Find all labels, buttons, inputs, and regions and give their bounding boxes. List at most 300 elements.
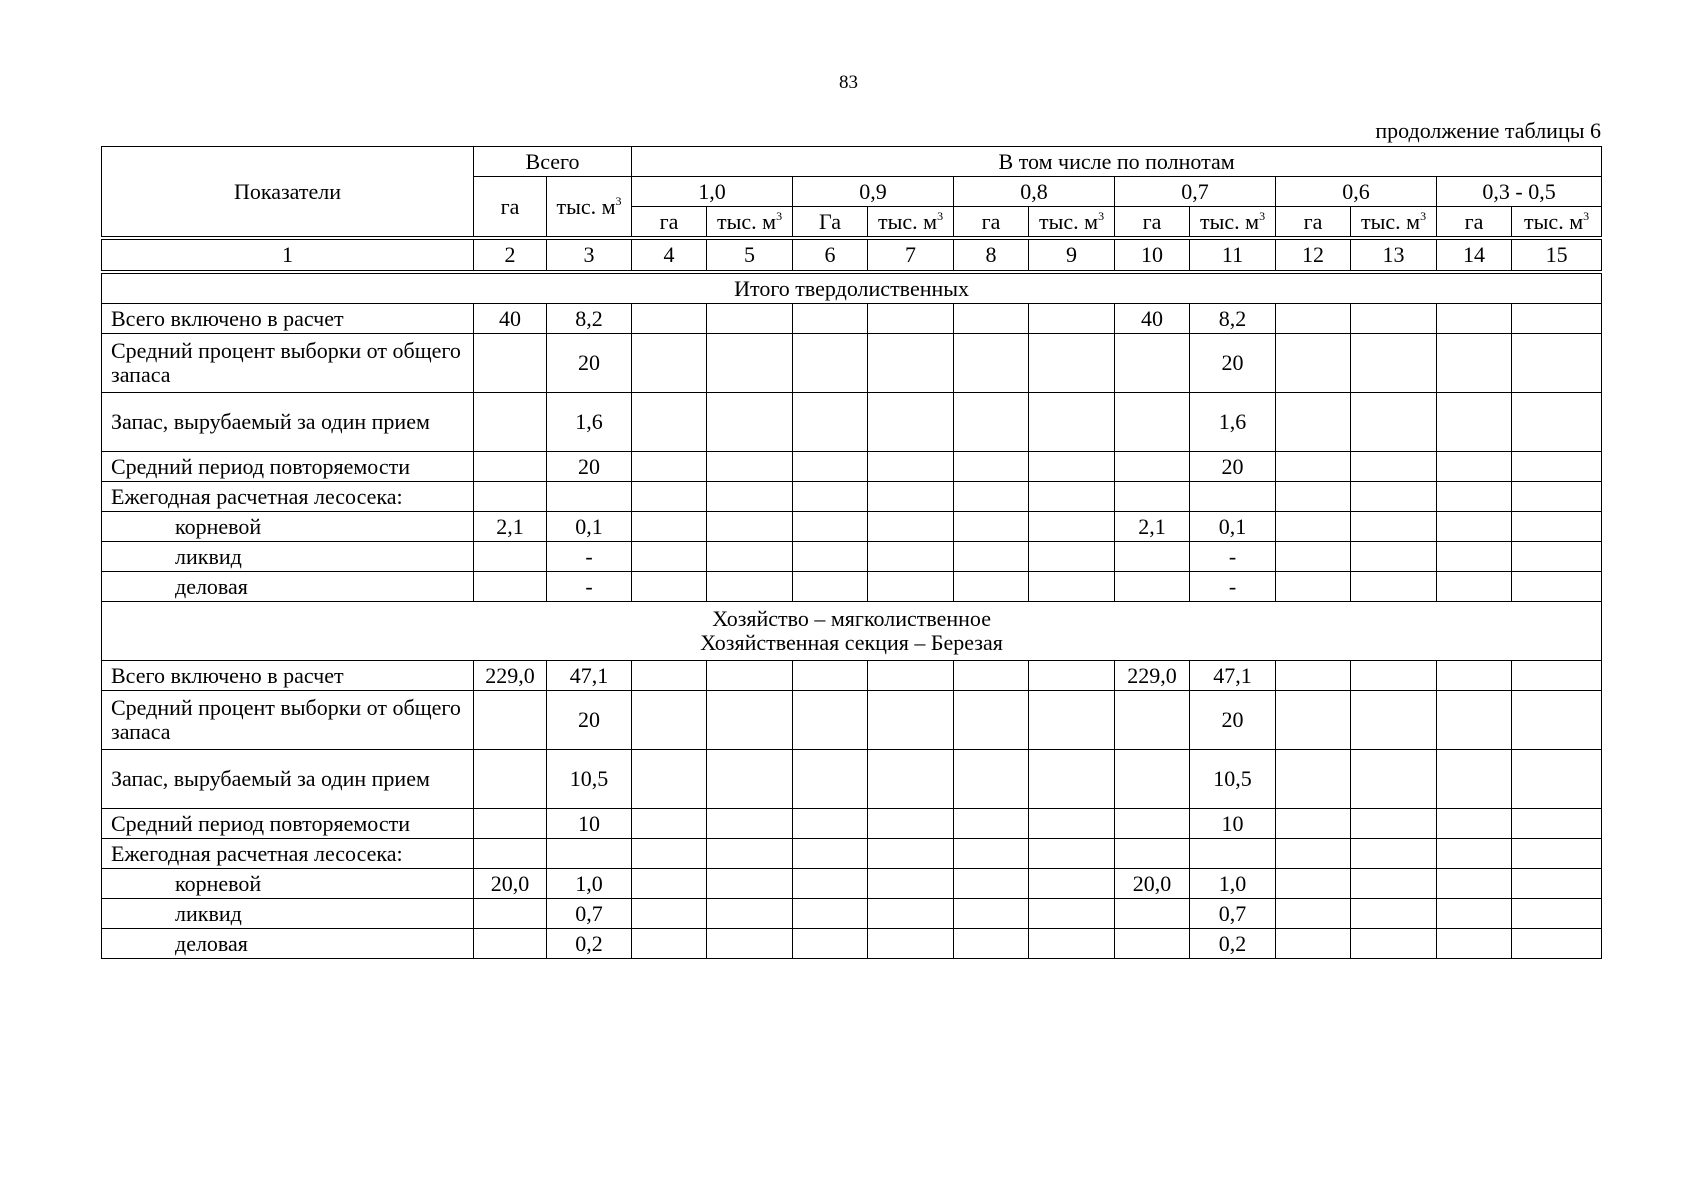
table-cell [954,750,1029,809]
table-cell [632,691,707,750]
table-cell: 20 [547,691,632,750]
table-cell: 1,0 [547,869,632,899]
header-total: Всего [474,147,632,177]
table-cell [868,691,954,750]
table-cell [868,839,954,869]
table-cell [1351,809,1437,839]
table-cell [1512,452,1602,482]
table-cell [868,929,954,959]
table-cell [1029,809,1115,839]
table-cell [707,929,793,959]
table-cell: 229,0 [1115,661,1190,691]
table-cell [1029,334,1115,393]
table-cell [707,542,793,572]
table-cell [868,393,954,452]
table-cell [1512,869,1602,899]
table-cell [1115,572,1190,602]
table-cell [1115,334,1190,393]
table-cell [474,809,547,839]
table-cell [954,542,1029,572]
table-row [102,304,1602,334]
table-cell [1276,482,1351,512]
table-cell [793,393,868,452]
table-cell [868,572,954,602]
section-title-row [102,602,1602,661]
table-cell [474,572,547,602]
table-cell [1512,542,1602,572]
table-cell [1512,929,1602,959]
section-title [102,602,1602,661]
header-density-1: 1,0 [632,177,793,207]
row-label: Всего включено в расчет [102,304,474,334]
table-row [102,809,1602,839]
table-cell [1351,334,1437,393]
table-cell [954,809,1029,839]
table-row [102,572,1602,602]
table-row [102,512,1602,542]
table-cell [474,839,547,869]
row-label: Ежегодная расчетная лесосека: [102,839,474,869]
table-cell [954,393,1029,452]
column-number: 6 [793,238,868,272]
column-number: 7 [868,238,954,272]
table-cell [1437,691,1512,750]
table-cell [793,512,868,542]
table-cell [868,542,954,572]
table-cell: 20 [1190,334,1276,393]
table-cell [474,691,547,750]
table-row [102,839,1602,869]
table-cell [632,929,707,959]
table-cell [954,452,1029,482]
row-label: корневой [102,869,474,899]
table-cell: - [547,542,632,572]
table-cell [1512,899,1602,929]
table-cell [632,809,707,839]
header-volume: тыс. $м^3$ [1512,207,1602,239]
table-cell [707,661,793,691]
column-number: 1 [102,238,474,272]
table-cell [1276,809,1351,839]
table-cell: 10,5 [547,750,632,809]
row-label: Средний процент выборки от общего запаса [102,334,474,393]
table-cell [868,334,954,393]
table-cell: 47,1 [1190,661,1276,691]
column-number: 3 [547,238,632,272]
column-number: 8 [954,238,1029,272]
table-cell [868,452,954,482]
table-cell [1437,512,1512,542]
table-row [102,542,1602,572]
header-density-4: 0,7 [1115,177,1276,207]
table-cell [632,542,707,572]
table-cell [954,899,1029,929]
table-cell [793,839,868,869]
table-cell [1276,691,1351,750]
row-label: ликвид [102,899,474,929]
table-cell [1512,393,1602,452]
table-cell [632,334,707,393]
table-cell [1115,452,1190,482]
table-cell: 20,0 [1115,869,1190,899]
table-row [102,869,1602,899]
table-cell [707,839,793,869]
table-cell: 8,2 [547,304,632,334]
header-ha: га [1437,207,1512,239]
table-cell: - [1190,542,1276,572]
table-cell [1437,542,1512,572]
table-cell [1276,929,1351,959]
table-cell [707,482,793,512]
table-cell [1276,512,1351,542]
section-title-line: Хозяйственная секция – Березая [700,630,1003,655]
row-label: Средний процент выборки от общего запаса [102,691,474,750]
table-cell: 0,7 [1190,899,1276,929]
table-cell [707,809,793,839]
table-cell [954,869,1029,899]
table-cell [868,304,954,334]
table-row [102,929,1602,959]
table-cell [1115,393,1190,452]
table-cell [1115,929,1190,959]
table-cell [707,334,793,393]
table-cell [1115,899,1190,929]
table-cell [793,691,868,750]
header-density-5: 0,6 [1276,177,1437,207]
table-continuation-caption: продолжение таблицы 6 [1375,118,1601,143]
table-cell [868,482,954,512]
column-number: 15 [1512,238,1602,272]
table-cell [1029,452,1115,482]
table-cell [954,334,1029,393]
table-cell [474,334,547,393]
header-total-ha: га [474,177,547,239]
table-cell [1437,334,1512,393]
table-cell [1437,572,1512,602]
table-cell [1351,869,1437,899]
table-cell [793,482,868,512]
table-cell [474,750,547,809]
column-number: 5 [707,238,793,272]
row-label: ликвид [102,542,474,572]
table-cell [632,572,707,602]
row-label: деловая [102,572,474,602]
table-cell [868,750,954,809]
table-cell [1276,304,1351,334]
table-cell [547,482,632,512]
table-cell [868,661,954,691]
table-cell: 0,7 [547,899,632,929]
table-row [102,334,1602,393]
table-cell [1437,809,1512,839]
table-cell: 2,1 [1115,512,1190,542]
table-cell [1276,452,1351,482]
table-cell [868,512,954,542]
row-label: Средний период повторяемости [102,809,474,839]
table-cell [954,512,1029,542]
header-ha: га [1115,207,1190,239]
table-cell [1512,512,1602,542]
table-cell: 10,5 [1190,750,1276,809]
forest-table [101,146,1602,959]
table-cell [1437,869,1512,899]
table-cell [793,869,868,899]
table-cell [632,869,707,899]
table-cell: 0,2 [547,929,632,959]
table-cell [1437,452,1512,482]
table-cell: 0,1 [547,512,632,542]
table-cell: 20 [1190,691,1276,750]
table-cell [1351,929,1437,959]
table-cell [1512,661,1602,691]
header-volume: тыс. $м^3$ [707,207,793,239]
column-number: 4 [632,238,707,272]
table-cell [793,452,868,482]
table-cell: 10 [547,809,632,839]
header-ha: га [632,207,707,239]
table-cell [1029,899,1115,929]
table-cell [474,542,547,572]
table-cell: 10 [1190,809,1276,839]
table-cell [1276,542,1351,572]
header-ha: га [1276,207,1351,239]
table-cell [1029,482,1115,512]
section-title [102,272,1602,304]
table-cell: 40 [1115,304,1190,334]
table-cell [1512,572,1602,602]
table-cell: 20 [1190,452,1276,482]
header-by-density: В том числе по полнотам [632,147,1602,177]
header-ha: га [954,207,1029,239]
column-number: 14 [1437,238,1512,272]
row-label: Ежегодная расчетная лесосека: [102,482,474,512]
table-row [102,393,1602,452]
table-cell [1351,750,1437,809]
table-cell [1437,482,1512,512]
row-label: деловая [102,929,474,959]
section-title-row [102,272,1602,304]
header-volume: тыс. $м^3$ [868,207,954,239]
header-total-volume: тыс. $м^3$ [547,177,632,239]
table-cell: 1,0 [1190,869,1276,899]
table-cell [1351,839,1437,869]
header-ha: Га [793,207,868,239]
table-cell [868,899,954,929]
table-cell [1029,542,1115,572]
table-cell [1276,899,1351,929]
table-cell [1115,482,1190,512]
table-cell [632,452,707,482]
table-cell [1276,393,1351,452]
table-cell [1512,809,1602,839]
table-cell [547,839,632,869]
table-cell [632,661,707,691]
table-cell [1512,839,1602,869]
table-cell [707,869,793,899]
table-cell [793,899,868,929]
table-row [102,750,1602,809]
table-cell [1437,839,1512,869]
table-cell: 0,1 [1190,512,1276,542]
table-cell [707,572,793,602]
table-cell [1115,809,1190,839]
table-cell [954,839,1029,869]
table-row [102,899,1602,929]
table-cell [707,691,793,750]
table-cell: - [1190,572,1276,602]
table-cell [1190,482,1276,512]
column-number: 10 [1115,238,1190,272]
table-cell [474,452,547,482]
table-cell [1029,691,1115,750]
table-cell [1351,393,1437,452]
table-cell [1512,334,1602,393]
table-cell [707,304,793,334]
row-label: Запас, вырубаемый за один прием [102,750,474,809]
table-cell [1115,839,1190,869]
table-row [102,661,1602,691]
header-volume: тыс. $м^3$ [1190,207,1276,239]
table-cell [1276,839,1351,869]
table-cell: 40 [474,304,547,334]
table-cell [868,809,954,839]
table-cell [1029,512,1115,542]
column-number: 2 [474,238,547,272]
table-cell [707,512,793,542]
table-cell [1351,691,1437,750]
table-cell [1029,869,1115,899]
table-row [102,482,1602,512]
table-cell: - [547,572,632,602]
table-cell [954,482,1029,512]
table-cell [1512,750,1602,809]
table-cell [632,393,707,452]
header-volume: тыс. $м^3$ [1351,207,1437,239]
header-density-2: 0,9 [793,177,954,207]
table-cell [1276,661,1351,691]
table-cell [954,929,1029,959]
header-indicators: Показатели [102,147,474,239]
table-cell [1115,691,1190,750]
table-cell: 47,1 [547,661,632,691]
table-cell: 2,1 [474,512,547,542]
table-cell: 0,2 [1190,929,1276,959]
table-cell [474,899,547,929]
section-title-line: Хозяйство – мягколиственное [712,606,991,631]
table-cell [707,452,793,482]
table-cell [793,809,868,839]
table-cell [1115,750,1190,809]
header-density-3: 0,8 [954,177,1115,207]
table-cell [1351,542,1437,572]
row-label: корневой [102,512,474,542]
column-number-row [102,238,1602,272]
table-cell [632,304,707,334]
column-number: 11 [1190,238,1276,272]
table-cell [793,572,868,602]
section-title-line: Итого твердолиственных [734,275,970,301]
table-cell [1029,750,1115,809]
header-density-6: 0,3 - 0,5 [1437,177,1602,207]
table-cell [1437,661,1512,691]
table-cell [1029,929,1115,959]
table-cell [1437,929,1512,959]
table-row [102,691,1602,750]
table-cell [632,482,707,512]
table-cell [1351,304,1437,334]
row-label: Всего включено в расчет [102,661,474,691]
table-cell: 20 [547,334,632,393]
table-cell [1437,304,1512,334]
table-cell: 20,0 [474,869,547,899]
table-cell [954,661,1029,691]
table-cell [1276,750,1351,809]
table-cell [1351,661,1437,691]
table-cell [1351,572,1437,602]
table-cell [1029,393,1115,452]
table-cell: 20 [547,452,632,482]
table-cell [474,393,547,452]
header-row-1 [102,147,1602,177]
table-cell [474,482,547,512]
table-cell: 229,0 [474,661,547,691]
table-cell [793,929,868,959]
table-cell [793,542,868,572]
table-cell [793,334,868,393]
table-cell [1512,304,1602,334]
table-cell [793,661,868,691]
table-cell [1115,542,1190,572]
column-number: 12 [1276,238,1351,272]
header-volume: тыс. $м^3$ [1029,207,1115,239]
table-cell [1029,572,1115,602]
table-cell [632,899,707,929]
table-cell [1276,869,1351,899]
table-cell [707,750,793,809]
table-cell [707,899,793,929]
table-cell [1351,452,1437,482]
table-cell [632,839,707,869]
table-cell [1190,839,1276,869]
table-cell [1351,512,1437,542]
row-label: Средний период повторяемости [102,452,474,482]
table-cell [632,512,707,542]
table-cell [1029,839,1115,869]
table-cell [707,393,793,452]
table-cell [1437,750,1512,809]
table-cell [1351,482,1437,512]
table-cell [474,929,547,959]
table-cell [1276,334,1351,393]
row-label: Запас, вырубаемый за один прием [102,393,474,452]
table-cell [954,691,1029,750]
table-cell: 1,6 [547,393,632,452]
table-cell [632,750,707,809]
column-number: 13 [1351,238,1437,272]
table-cell [1437,899,1512,929]
table-cell [954,572,1029,602]
table-cell [1351,899,1437,929]
table-cell [1512,691,1602,750]
table-cell [1437,393,1512,452]
column-number: 9 [1029,238,1115,272]
table-cell [954,304,1029,334]
table-row [102,452,1602,482]
table-cell [1512,482,1602,512]
table-cell: 1,6 [1190,393,1276,452]
table-cell [1029,661,1115,691]
table-cell [793,304,868,334]
